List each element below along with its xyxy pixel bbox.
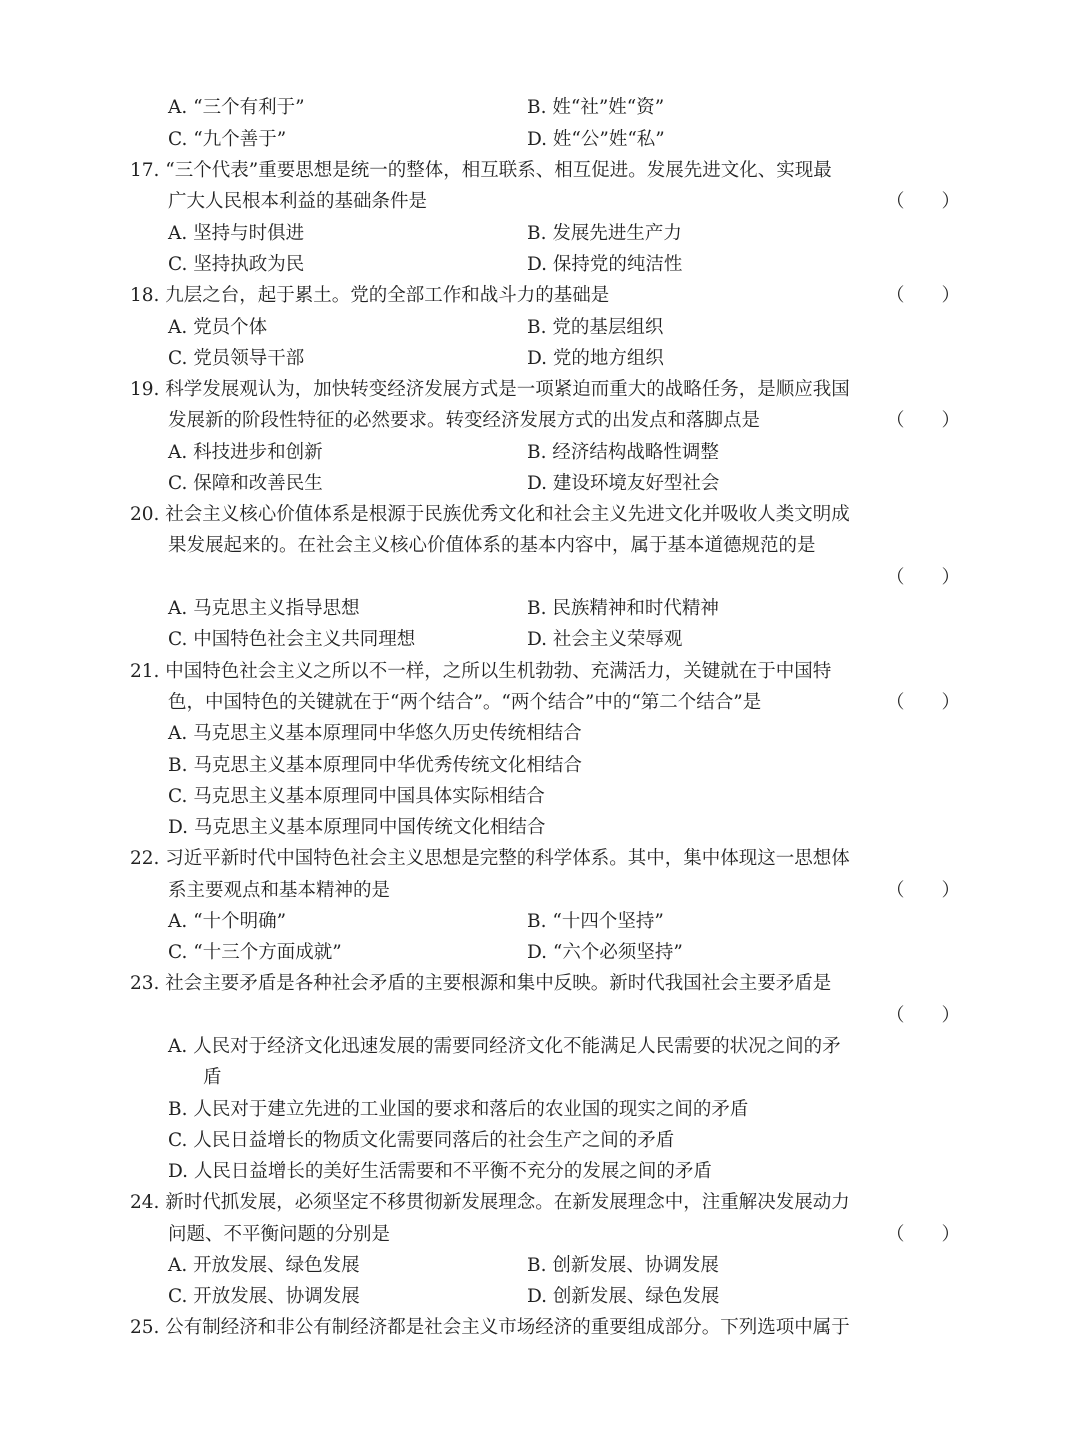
q23-answer-paren: （ ） xyxy=(886,1005,961,1026)
q20-option-a: A. 马克思主义指导思想 xyxy=(168,598,360,619)
q19-option-c: C. 保障和改善民生 xyxy=(168,473,323,494)
q24-option-b: B. 创新发展、协调发展 xyxy=(527,1255,719,1276)
q19-stem-line2: 发展新的阶段性特征的必然要求。转变经济发展方式的出发点和落脚点是 xyxy=(168,410,761,431)
q24-option-a: A. 开放发展、绿色发展 xyxy=(168,1255,360,1276)
q16-option-a: A. “三个有利于” xyxy=(168,97,305,118)
q17-option-c: C. 坚持执政为民 xyxy=(168,254,305,275)
q23-stem-line1: 23. 社会主要矛盾是各种社会矛盾的主要根源和集中反映。新时代我国社会主要矛盾是 xyxy=(130,973,832,994)
q20-stem-line1: 20. 社会主义核心价值体系是根源于民族优秀文化和社会主义先进文化并吸收人类文明成 xyxy=(130,504,850,525)
q23-option-c: C. 人民日益增长的物质文化需要同落后的社会生产之间的矛盾 xyxy=(168,1130,675,1151)
q25-stem-line1: 25. 公有制经济和非公有制经济都是社会主义市场经济的重要组成部分。下列选项中属于 xyxy=(130,1317,850,1338)
q24-stem-line1: 24. 新时代抓发展，必须坚定不移贯彻新发展理念。在新发展理念中，注重解决发展动力 xyxy=(130,1192,850,1213)
q18-answer-paren: （ ） xyxy=(886,285,961,306)
q21-option-d: D. 马克思主义基本原理同中国传统文化相结合 xyxy=(168,817,546,838)
q24-option-d: D. 创新发展、绿色发展 xyxy=(527,1286,720,1307)
q23-option-d: D. 人民日益增长的美好生活需要和不平衡不充分的发展之间的矛盾 xyxy=(168,1161,712,1182)
q18-option-d: D. 党的地方组织 xyxy=(527,348,664,369)
q16-option-b: B. 姓“社”姓“资” xyxy=(527,97,665,118)
q20-answer-paren: （ ） xyxy=(886,567,961,588)
q24-stem-line2: 问题、不平衡问题的分别是 xyxy=(168,1224,391,1245)
q19-option-b: B. 经济结构战略性调整 xyxy=(527,442,719,463)
q19-stem-line1: 19. 科学发展观认为，加快转变经济发展方式是一项紧迫而重大的战略任务，是顺应我国 xyxy=(130,379,850,400)
q17-option-b: B. 发展先进生产力 xyxy=(527,223,682,244)
q20-option-d: D. 社会主义荣辱观 xyxy=(527,629,683,650)
q22-stem-line2: 系主要观点和基本精神的是 xyxy=(168,880,391,901)
q22-option-a: A. “十个明确” xyxy=(168,911,287,932)
q17-stem-line1: 17. “三个代表”重要思想是统一的整体，相互联系、相互促进。发展先进文化、实现最 xyxy=(130,160,832,181)
q22-option-c: C. “十三个方面成就” xyxy=(168,942,342,963)
q17-answer-paren: （ ） xyxy=(886,191,961,212)
q19-option-a: A. 科技进步和创新 xyxy=(168,442,323,463)
q21-stem-line2: 色，中国特色的关键就在于“两个结合”。“两个结合”中的“第二个结合”是 xyxy=(168,692,762,713)
q23-option-a-cont: 盾 xyxy=(203,1067,222,1088)
q22-option-b: B. “十四个坚持” xyxy=(527,911,664,932)
q18-option-a: A. 党员个体 xyxy=(168,317,268,338)
q18-option-b: B. 党的基层组织 xyxy=(527,317,664,338)
q18-stem-line1: 18. 九层之台，起于累土。党的全部工作和战斗力的基础是 xyxy=(130,285,610,306)
q23-option-b: B. 人民对于建立先进的工业国的要求和落后的农业国的现实之间的矛盾 xyxy=(168,1099,749,1120)
q17-option-d: D. 保持党的纯洁性 xyxy=(527,254,683,275)
q20-stem-line2: 果发展起来的。在社会主义核心价值体系的基本内容中，属于基本道德规范的是 xyxy=(168,535,816,556)
q17-option-a: A. 坚持与时俱进 xyxy=(168,223,305,244)
q22-stem-line1: 22. 习近平新时代中国特色社会主义思想是完整的科学体系。其中，集中体现这一思想体 xyxy=(130,848,850,869)
q19-option-d: D. 建设环境友好型社会 xyxy=(527,473,720,494)
q20-option-c: C. 中国特色社会主义共同理想 xyxy=(168,629,416,650)
q18-option-c: C. 党员领导干部 xyxy=(168,348,305,369)
q24-option-c: C. 开放发展、协调发展 xyxy=(168,1286,360,1307)
q16-option-c: C. “九个善于” xyxy=(168,129,287,150)
q21-stem-line1: 21. 中国特色社会主义之所以不一样，之所以生机勃勃、充满活力，关键就在于中国特 xyxy=(130,661,832,682)
q22-answer-paren: （ ） xyxy=(886,880,961,901)
q21-answer-paren: （ ） xyxy=(886,692,961,713)
q21-option-a: A. 马克思主义基本原理同中华悠久历史传统相结合 xyxy=(168,723,582,744)
q24-answer-paren: （ ） xyxy=(886,1224,961,1245)
q22-option-d: D. “六个必须坚持” xyxy=(527,942,683,963)
q20-option-b: B. 民族精神和时代精神 xyxy=(527,598,719,619)
q23-option-a: A. 人民对于经济文化迅速发展的需要同经济文化不能满足人民需要的状况之间的矛 xyxy=(168,1036,841,1057)
q21-option-b: B. 马克思主义基本原理同中华优秀传统文化相结合 xyxy=(168,755,582,776)
q19-answer-paren: （ ） xyxy=(886,410,961,431)
q17-stem-line2: 广大人民根本利益的基础条件是 xyxy=(168,191,428,212)
q16-option-d: D. 姓“公”姓“私” xyxy=(527,129,665,150)
q21-option-c: C. 马克思主义基本原理同中国具体实际相结合 xyxy=(168,786,545,807)
